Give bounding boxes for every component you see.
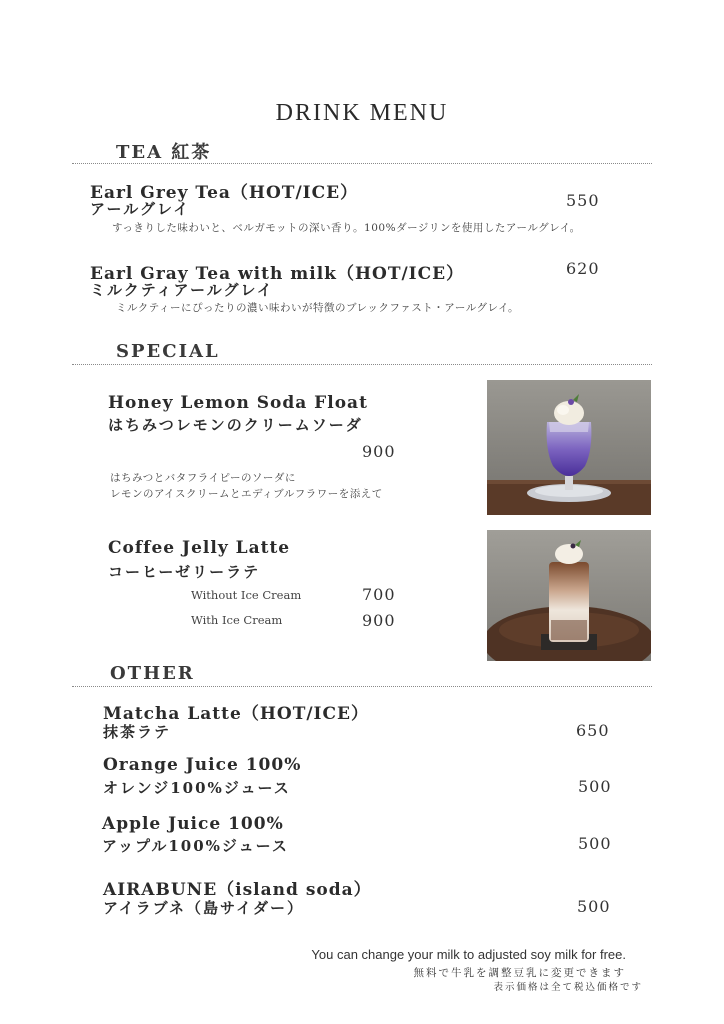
divider — [72, 163, 652, 164]
milk-note-en: You can change your milk to adjusted soy milk for free. — [311, 947, 626, 962]
item-name: Honey Lemon Soda Float — [108, 393, 368, 413]
item-description: はちみつとバタフライピーのソーダに — [110, 472, 296, 484]
item-name: Earl Grey Tea（HOT/ICE） — [90, 183, 359, 203]
tax-note-jp: 表示価格は全て税込価格です — [493, 982, 643, 993]
item-name-jp: はちみつレモンのクリームソーダ — [108, 416, 363, 434]
item-name: Orange Juice 100% — [103, 755, 302, 775]
page-title: DRINK MENU — [275, 100, 449, 126]
item-name-jp: アップル100%ジュース — [102, 837, 289, 855]
section-heading-other: OTHER — [110, 663, 195, 684]
item-name-jp: アイラブネ（島サイダー） — [103, 899, 305, 917]
option-price: 900 — [362, 611, 396, 630]
item-name: AIRABUNE（island soda） — [103, 880, 372, 900]
item-price: 650 — [576, 721, 610, 740]
item-name: Earl Gray Tea with milk（HOT/ICE） — [90, 264, 465, 284]
option-price: 700 — [362, 585, 396, 604]
section-heading-special: SPECIAL — [116, 341, 220, 362]
item-description: レモンのアイスクリームとエディブルフラワーを添えて — [110, 488, 383, 500]
soda-float-photo — [487, 380, 651, 515]
item-name-jp: コーヒーゼリーラテ — [108, 563, 261, 581]
item-description: すっきりした味わいと、ベルガモットの深い香り。100%ダージリンを使用したアールグレイ。 — [112, 222, 581, 234]
divider — [72, 364, 652, 365]
item-name-jp: アールグレイ — [90, 200, 191, 218]
option-label: Without Ice Cream — [191, 588, 302, 602]
coffee-jelly-latte-photo — [487, 530, 651, 661]
item-name: Matcha Latte（HOT/ICE） — [103, 704, 369, 724]
item-name-jp: ミルクティアールグレイ — [90, 281, 274, 299]
item-price: 500 — [578, 777, 612, 796]
item-name-jp: オレンジ100%ジュース — [103, 779, 291, 797]
item-price: 500 — [578, 834, 612, 853]
item-name: Coffee Jelly Latte — [108, 538, 291, 558]
item-price: 500 — [577, 897, 611, 916]
milk-note-jp: 無料で牛乳を調整豆乳に変更できます — [413, 967, 626, 979]
option-label: With Ice Cream — [191, 613, 283, 627]
item-price: 620 — [566, 259, 600, 278]
item-name: Apple Juice 100% — [102, 814, 284, 834]
section-heading-tea: TEA 紅茶 — [116, 142, 212, 163]
divider — [72, 686, 652, 687]
item-name-jp: 抹茶ラテ — [103, 723, 172, 741]
item-description: ミルクティーにぴったりの濃い味わいが特徴のブレックファスト・アールグレイ。 — [116, 302, 520, 314]
item-price: 900 — [362, 442, 396, 461]
item-price: 550 — [566, 191, 600, 210]
